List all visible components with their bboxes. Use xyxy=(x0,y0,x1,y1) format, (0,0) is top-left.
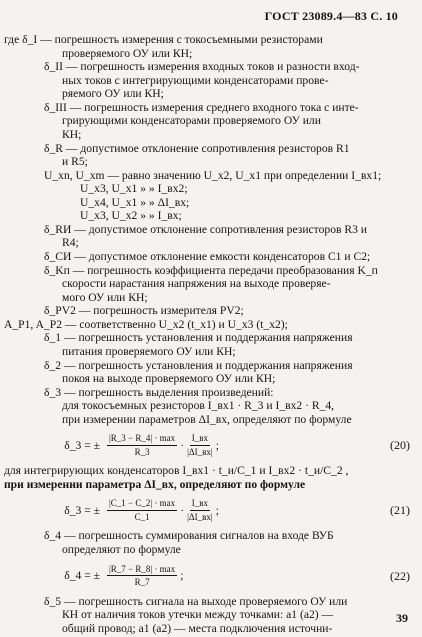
text-line: U_x4, U_x1 » » ΔI_вх; xyxy=(80,195,190,209)
fraction-denominator: R_7 xyxy=(134,577,150,588)
equation-number: (22) xyxy=(390,568,410,583)
text-line: δ_III — погрешность измерения среднего входного тока с интe- xyxy=(44,100,359,114)
equation-number: (20) xyxy=(390,438,410,453)
equation-20 xyxy=(4,426,412,464)
text-line: δ_Kп — погрешность коэффициента передачи преобразования K_п xyxy=(44,263,378,277)
text-line: δ_4 — погрешность суммирования сигналов на входе ВУБ xyxy=(44,529,334,543)
text-line: для токосъемных резисторов I_вх1 · R_3 и I_вх2 · R_4, xyxy=(62,399,335,413)
text-line: и R5; xyxy=(62,155,88,169)
equation-number: (21) xyxy=(390,503,410,518)
fraction xyxy=(107,498,177,522)
fraction xyxy=(107,433,177,457)
fraction-denominator: C_1 xyxy=(134,511,150,522)
text-line: покоя на выходе проверяемого ОУ или КН; xyxy=(62,372,276,386)
text-line: δ_RИ — допустимое отклонение сопротивления резисторов R3 и xyxy=(44,222,367,236)
text-line: определяют по формуле xyxy=(62,543,181,556)
fraction-numerator: |R_3 − R_4| · max xyxy=(107,433,177,446)
text-line: δ_2 — погрешность установления и поддержания напряжения xyxy=(44,358,353,372)
text-line: КН от наличия токов утечки между точками: a1 (a2) — xyxy=(62,608,334,622)
fraction-numerator: I_вх xyxy=(190,433,210,446)
equation-21 xyxy=(4,491,412,529)
equation-lhs: δ_3 = ± xyxy=(64,503,100,517)
fraction-denominator: |ΔI_вх| xyxy=(187,446,213,457)
text-line: δ_1 — погрешность установления и поддержания напряжения xyxy=(44,331,353,345)
text-line: проверяемого ОУ или КН; xyxy=(62,46,193,60)
document-body xyxy=(4,33,412,635)
text-line: U_x3, U_x2 » » I_вх; xyxy=(80,209,182,223)
text-line: скорости нарастания напряжения на выходе проверяе- xyxy=(62,277,331,291)
text-line: ных токов с интегрирующими конденсаторами прове- xyxy=(62,73,329,87)
text-line: ряемого ОУ или КН; xyxy=(62,87,164,101)
text-line: δ_PV2 — погрешность измерителя PV2; xyxy=(44,304,244,318)
multiply-dot: · xyxy=(180,438,185,452)
fraction-numerator: |C_1 − C_2| · max xyxy=(107,498,177,511)
equation-end: ; xyxy=(180,568,184,582)
equation-lhs: δ_3 = ± xyxy=(64,438,100,452)
page-header: ГОСТ 23089.4—83 С. 10 xyxy=(264,9,398,23)
text-line: для интегрирующих конденсаторов I_вх1 · t_и/C_1 и I_вх2 · t_и/C_2 , xyxy=(4,464,349,478)
text-line: δ_II — погрешность измерения входных токов и разности вход- xyxy=(44,60,360,74)
text-line: δ_CИ — допустимое отклонение емкости конденсаторов C1 и C2; xyxy=(44,250,371,263)
fraction-numerator: I_вх xyxy=(190,498,210,511)
text-line: мого ОУ или КН; xyxy=(62,290,148,304)
equation-end: ; xyxy=(215,438,219,452)
fraction-numerator: |R_7 − R_8| · max xyxy=(107,564,177,577)
text-line: A_P1, A_P2 — соответственно U_x2 (t_x1) и U_x3 (t_x2); xyxy=(4,317,288,331)
text-line: питания проверяемого ОУ или КН; xyxy=(62,344,236,358)
equation-end: ; xyxy=(215,503,219,517)
equation-22 xyxy=(4,557,412,595)
text-line: при измерении параметров ΔI_вх, определяют по формуле xyxy=(62,412,352,426)
text-line: U_xn, U_xm — равно значению U_x2, U_x1 при определении I_вх1; xyxy=(44,168,382,182)
fraction xyxy=(107,564,177,588)
text-line: где δ_I — погрешность измерения с токосъемными резисторами xyxy=(4,33,323,46)
text-line: общий провод; a1 (a2) — места подключения источни- xyxy=(62,621,333,635)
page-number: 39 xyxy=(396,610,408,625)
text-line: R4; xyxy=(62,236,79,250)
multiply-dot: · xyxy=(180,503,185,517)
text-line: δ_5 — погрешность сигнала на выходе проверяемого ОУ или xyxy=(44,594,348,608)
equation-lhs: δ_4 = ± xyxy=(64,568,100,582)
text-line: δ_R — допустимое отклонение сопротивления резисторов R1 xyxy=(44,141,350,155)
text-line: КН; xyxy=(62,127,82,141)
fraction-denominator: |ΔI_вх| xyxy=(187,511,213,522)
text-line: U_x3, U_x1 » » I_вх2; xyxy=(80,182,188,196)
fraction-denominator: R_3 xyxy=(134,446,150,457)
fraction xyxy=(187,433,213,457)
text-line: грирующими конденсаторами проверяемого ОУ или xyxy=(62,114,321,128)
fraction xyxy=(187,498,213,522)
text-line: δ_3 — погрешность выделения произведений: xyxy=(44,385,274,399)
text-line: при измерении параметра ΔI_вх, определяют по формуле xyxy=(4,477,306,491)
